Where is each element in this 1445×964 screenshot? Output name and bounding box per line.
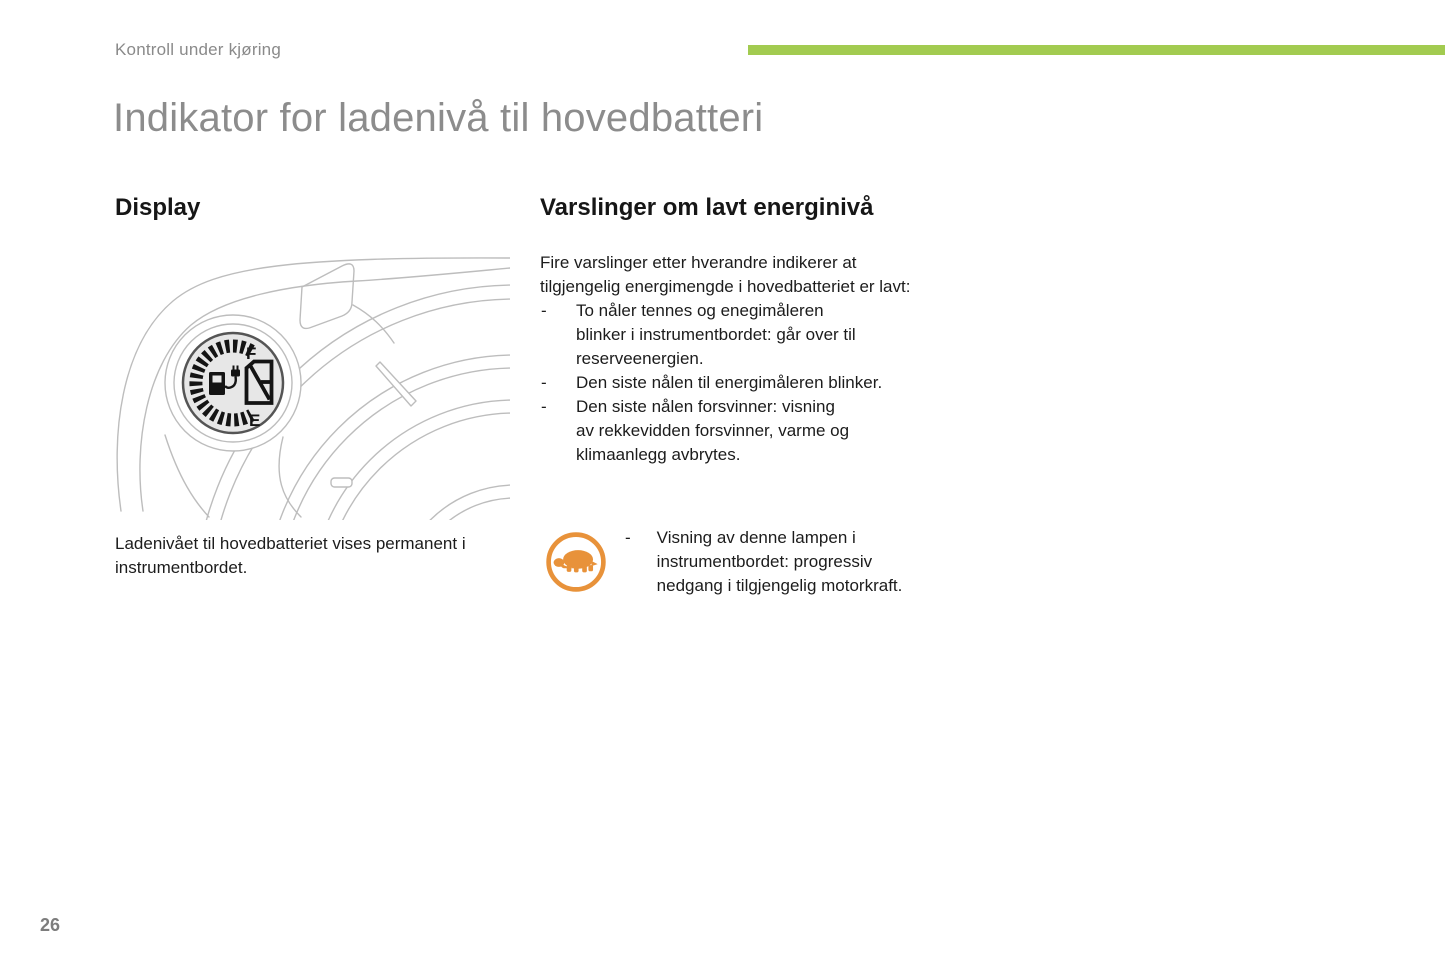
display-section (115, 193, 517, 580)
battery-gauge-face (165, 315, 301, 451)
bullet-line: klimaanlegg avbrytes. (576, 445, 741, 464)
gauge-empty-label: E (249, 411, 261, 430)
page-number: 26 (40, 915, 61, 935)
instrument-cluster-illustration (115, 255, 510, 520)
display-caption (115, 532, 517, 580)
bullet-line: blinker i instrumentbordet: går over til (576, 325, 856, 344)
warning-item (540, 395, 950, 467)
turtle-icon (545, 531, 607, 593)
intro-line: Fire varslinger etter hverandre indikerer at (540, 253, 857, 272)
caption-line: instrumentbordet. (115, 558, 248, 577)
intro-line: tilgjengelig energimengde i hovedbatteriet er lavt: (540, 277, 911, 296)
turtle-silhouette (554, 550, 598, 572)
turtle-note-marker: - (625, 528, 631, 547)
warning-item (540, 299, 950, 371)
display-heading: Display (115, 194, 201, 221)
page-title: Indikator for ladenivå til hovedbatteri (113, 96, 764, 140)
section-breadcrumb: Kontroll under kjøring (115, 40, 281, 59)
bullet-marker: - (541, 397, 547, 416)
bullet-line: reserveenergien. (576, 349, 704, 368)
warnings-intro (540, 251, 950, 299)
bullet-marker: - (541, 373, 547, 392)
bullet-line: To nåler tennes og enegimåleren (576, 301, 824, 320)
bullet-line: av rekkevidden forsvinner, varme og (576, 421, 850, 440)
note-line: nedgang i tilgjengelig motorkraft. (656, 576, 903, 595)
turtle-note-row (545, 526, 950, 598)
gauge-full-label: F (246, 344, 257, 363)
note-line: instrumentbordet: progressiv (656, 552, 873, 571)
warning-item (540, 371, 950, 395)
bullet-marker: - (541, 301, 547, 320)
warnings-list (540, 299, 950, 467)
turtle-note-text (657, 526, 903, 598)
bullet-line: Den siste nålen forsvinner: visning (576, 397, 835, 416)
note-line: Visning av denne lampen i (656, 528, 856, 547)
warnings-heading: Varslinger om lavt energinivå (540, 194, 874, 221)
green-accent-bar (748, 45, 1445, 55)
caption-line: Ladenivået til hovedbatteriet vises permanent i (115, 534, 466, 553)
warnings-section (540, 193, 950, 598)
bullet-line: Den siste nålen til energimåleren blinker. (576, 373, 883, 392)
